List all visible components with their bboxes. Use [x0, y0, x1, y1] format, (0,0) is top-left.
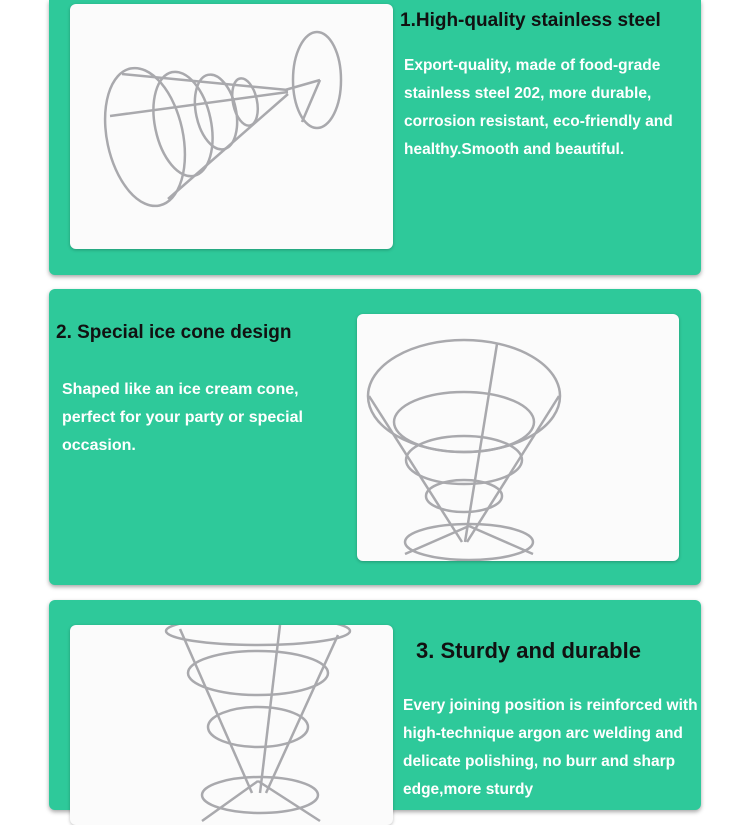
- cone-holder-photo-side: [70, 4, 393, 249]
- cone-holder-photo-closeup: [70, 625, 393, 825]
- feature-panel-stainless-steel: [49, 0, 701, 275]
- cone-holder-top-illustration: [357, 314, 679, 561]
- cone-holder-photo-top: [357, 314, 679, 561]
- feature-panel-sturdy-durable: [49, 600, 701, 810]
- section-title: 1.High-quality stainless steel: [400, 10, 661, 31]
- cone-holder-closeup-illustration: [70, 625, 393, 825]
- section-description: Shaped like an ice cream cone, perfect for your party or special occasion.: [62, 381, 303, 454]
- section-title: 2. Special ice cone design: [56, 322, 292, 343]
- feature-panel-ice-cone-design: [49, 289, 701, 585]
- cone-holder-side-illustration: [70, 4, 393, 249]
- section-description: Every joining position is reinforced with high-technique argon arc welding and delicate polishing, no burr and sharp edge,more sturdy: [403, 697, 698, 798]
- section-description: Export-quality, made of food-grade stainless steel 202, more durable, corrosion resistant, eco-friendly and healthy.Smooth and beautiful.: [404, 57, 673, 158]
- section-title: 3. Sturdy and durable: [416, 638, 641, 663]
